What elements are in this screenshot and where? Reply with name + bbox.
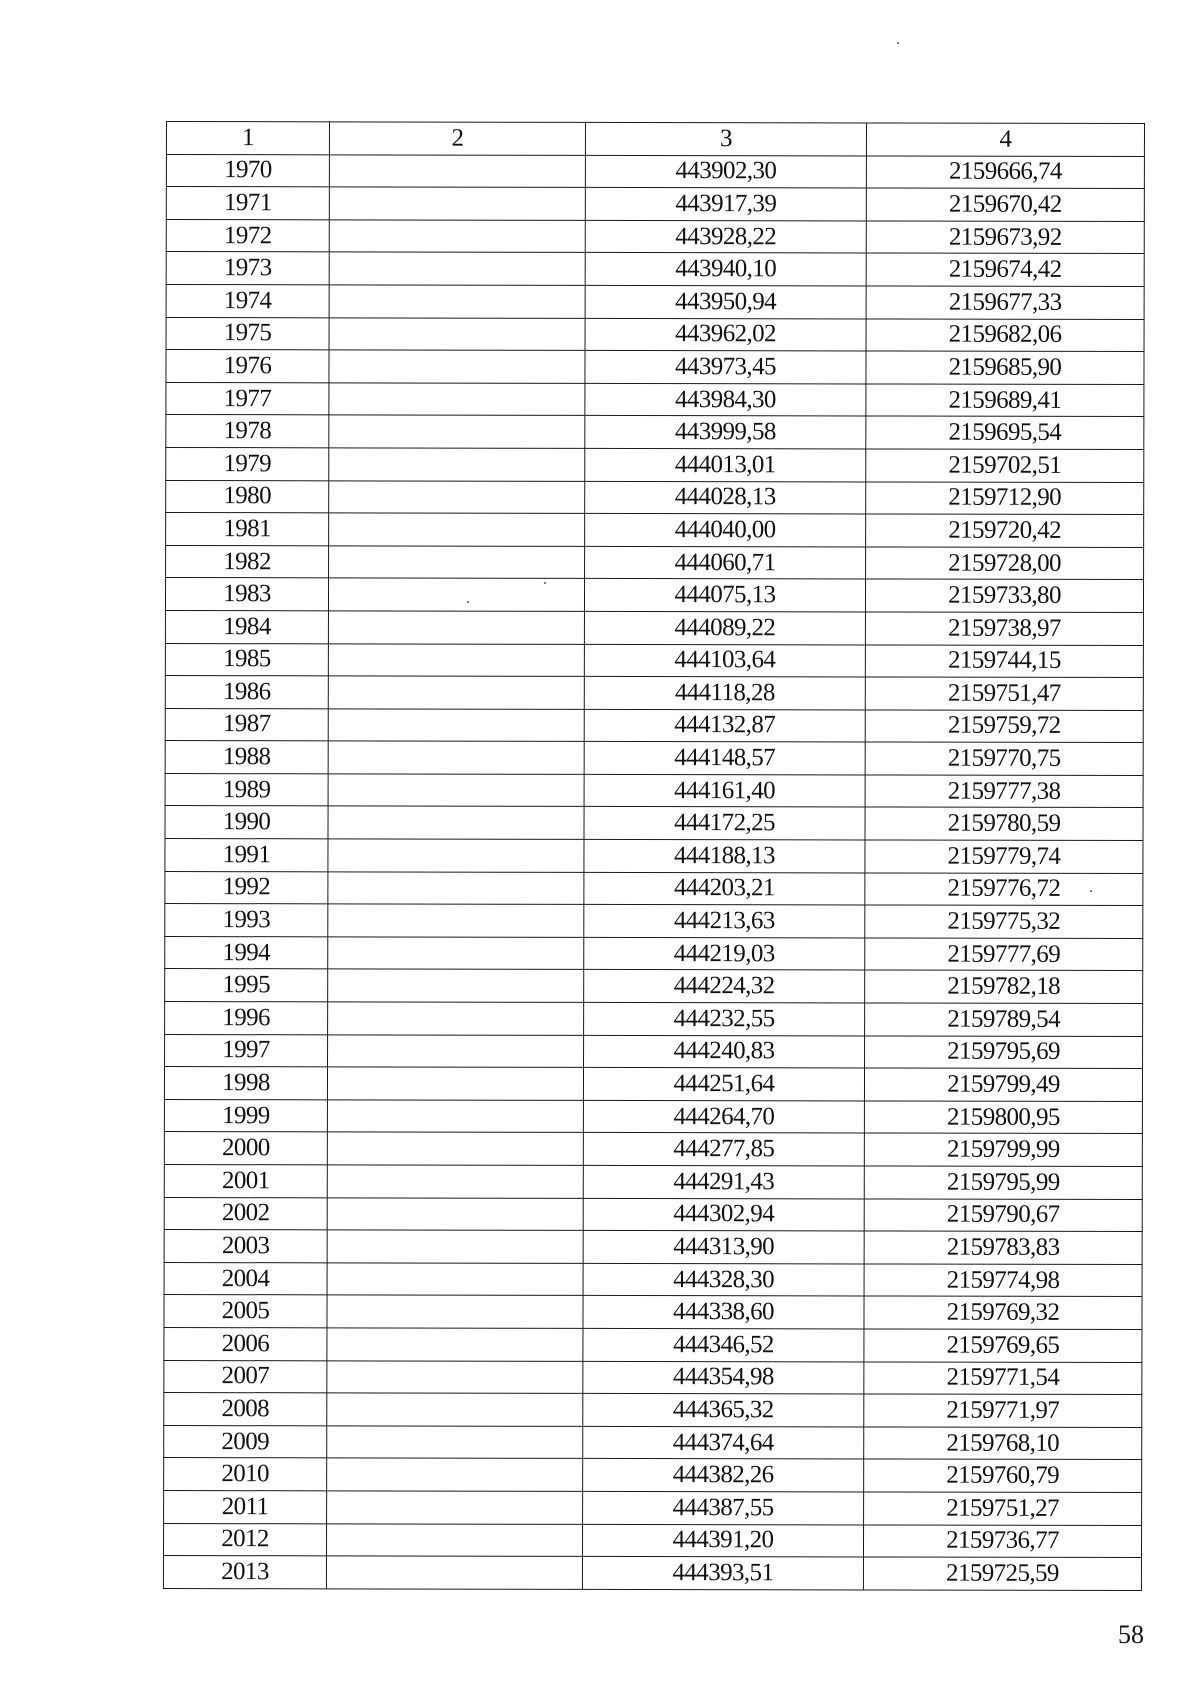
cell-coord-x: 444354,98	[583, 1361, 864, 1394]
table-row	[164, 1458, 1142, 1493]
cell-coord-x: 444103,64	[584, 644, 865, 677]
cell-year: 2004	[164, 1262, 327, 1295]
cell-year: 1973	[166, 252, 329, 285]
cell-year: 1994	[165, 936, 328, 969]
cell-coord-x: 444028,13	[585, 481, 866, 514]
table-row	[166, 415, 1144, 450]
cell-coord-y: 2159670,42	[866, 188, 1144, 221]
cell-col2	[329, 415, 585, 448]
cell-col2	[327, 1328, 583, 1361]
cell-col2	[329, 350, 585, 383]
table-row	[165, 676, 1143, 711]
cell-coord-x: 443973,45	[585, 351, 866, 384]
cell-coord-y: 2159685,90	[866, 351, 1144, 384]
cell-coord-x: 444313,90	[583, 1231, 864, 1264]
cell-col2	[329, 187, 585, 220]
table-row	[166, 382, 1144, 417]
cell-col2	[328, 871, 584, 904]
scan-speck	[544, 582, 546, 584]
table-row	[166, 545, 1144, 580]
cell-coord-y: 2159760,79	[864, 1459, 1142, 1492]
cell-coord-y: 2159800,95	[864, 1101, 1142, 1134]
cell-col2	[328, 676, 584, 709]
cell-year: 1996	[165, 1002, 328, 1035]
cell-col2	[329, 285, 585, 318]
cell-coord-x: 444251,64	[583, 1068, 864, 1101]
cell-year: 1971	[166, 187, 329, 220]
table-row	[166, 187, 1144, 222]
cell-coord-x: 443984,30	[585, 383, 866, 416]
cell-year: 1998	[164, 1067, 327, 1100]
cell-coord-x: 444075,13	[584, 579, 865, 612]
cell-coord-y: 2159725,59	[863, 1557, 1141, 1590]
cell-coord-y: 2159776,72	[865, 873, 1143, 906]
table-row	[166, 252, 1144, 287]
cell-coord-x: 444213,63	[584, 905, 865, 938]
cell-year: 1976	[166, 350, 329, 383]
cell-coord-y: 2159768,10	[864, 1427, 1142, 1460]
cell-col2	[328, 806, 584, 839]
cell-year: 1989	[165, 773, 328, 806]
cell-col2	[328, 741, 584, 774]
cell-coord-x: 443940,10	[585, 253, 866, 286]
table-row	[165, 904, 1143, 939]
table-row	[165, 1002, 1143, 1037]
cell-coord-x: 444089,22	[584, 611, 865, 644]
cell-coord-y: 2159783,83	[864, 1231, 1142, 1264]
cell-col2	[329, 317, 585, 350]
cell-col2	[329, 154, 585, 187]
cell-year: 2009	[164, 1425, 327, 1458]
cell-col2	[328, 709, 584, 742]
cell-col2	[329, 383, 585, 416]
cell-coord-x: 444291,43	[583, 1165, 864, 1198]
cell-coord-x: 444203,21	[584, 872, 865, 905]
cell-coord-y: 2159799,99	[864, 1133, 1142, 1166]
cell-coord-y: 2159682,06	[866, 319, 1144, 352]
cell-coord-x: 444365,32	[583, 1394, 864, 1427]
cell-coord-y: 2159712,90	[866, 481, 1144, 514]
table-header-row	[166, 122, 1144, 157]
cell-coord-x: 443917,39	[585, 188, 866, 221]
cell-coord-y: 2159728,00	[866, 547, 1144, 580]
cell-coord-x: 444060,71	[585, 546, 866, 579]
cell-year: 2011	[164, 1490, 327, 1523]
cell-year: 1988	[165, 741, 328, 774]
table-row	[165, 969, 1143, 1004]
cell-year: 1981	[166, 513, 329, 546]
cell-year: 2006	[164, 1327, 327, 1360]
cell-year: 1991	[165, 839, 328, 872]
cell-year: 1987	[165, 708, 328, 741]
cell-year: 1983	[165, 578, 328, 611]
cell-coord-x: 444391,20	[582, 1524, 863, 1557]
cell-col2	[327, 1295, 583, 1328]
table-row	[166, 350, 1144, 385]
table-row	[166, 284, 1144, 319]
table-row	[165, 806, 1143, 841]
cell-coord-x: 444013,01	[585, 448, 866, 481]
table-row	[166, 447, 1144, 482]
cell-col2	[327, 1393, 583, 1426]
cell-year: 1985	[165, 643, 328, 676]
cell-coord-x: 443999,58	[585, 416, 866, 449]
cell-year: 1980	[166, 480, 329, 513]
table-row	[165, 839, 1143, 874]
table-row	[164, 1067, 1142, 1102]
cell-coord-x: 444040,00	[585, 514, 866, 547]
cell-coord-x: 443950,94	[585, 285, 866, 318]
cell-year: 1984	[165, 610, 328, 643]
table-row	[164, 1490, 1142, 1525]
cell-col2	[329, 252, 585, 285]
cell-coord-x: 444232,55	[584, 1002, 865, 1035]
cell-year: 1993	[165, 904, 328, 937]
table-row	[166, 513, 1144, 548]
cell-col2	[328, 1002, 584, 1035]
cell-year: 2000	[164, 1132, 327, 1165]
cell-year: 2007	[164, 1360, 327, 1393]
cell-col2	[329, 448, 585, 481]
cell-coord-x: 444302,94	[583, 1198, 864, 1231]
cell-col2	[329, 480, 585, 513]
cell-year: 1995	[165, 969, 328, 1002]
cell-coord-y: 2159702,51	[866, 449, 1144, 482]
table-row	[166, 219, 1144, 254]
cell-year: 2008	[164, 1393, 327, 1426]
table-row	[165, 708, 1143, 743]
cell-year: 2010	[164, 1458, 327, 1491]
cell-coord-x: 443962,02	[585, 318, 866, 351]
cell-col2	[327, 1360, 583, 1393]
cell-coord-x: 444374,64	[583, 1426, 864, 1459]
cell-coord-y: 2159799,49	[864, 1068, 1142, 1101]
cell-year: 1972	[166, 219, 329, 252]
cell-coord-y: 2159695,54	[866, 416, 1144, 449]
cell-coord-x: 444161,40	[584, 774, 865, 807]
cell-coord-y: 2159775,32	[865, 905, 1143, 938]
cell-coord-y: 2159777,38	[865, 775, 1143, 808]
cell-col2	[327, 1067, 583, 1100]
table-row	[164, 1360, 1142, 1395]
cell-coord-y: 2159666,74	[866, 156, 1144, 189]
cell-year: 2001	[164, 1164, 327, 1197]
cell-year: 2003	[164, 1230, 327, 1263]
scan-speck	[1090, 890, 1092, 892]
table-row	[164, 1425, 1142, 1460]
cell-year: 1975	[166, 317, 329, 350]
cell-coord-y: 2159677,33	[866, 286, 1144, 319]
cell-col2	[327, 1165, 583, 1198]
table-row	[164, 1327, 1142, 1362]
table-row	[165, 643, 1143, 678]
cell-col2	[327, 1263, 583, 1296]
cell-coord-y: 2159782,18	[865, 970, 1143, 1003]
cell-col2	[328, 1034, 584, 1067]
cell-coord-y: 2159777,69	[865, 938, 1143, 971]
table-row	[165, 773, 1143, 808]
table-row	[165, 741, 1143, 776]
cell-coord-y: 2159674,42	[866, 253, 1144, 286]
cell-coord-y: 2159790,67	[864, 1199, 1142, 1232]
table-row	[165, 610, 1143, 645]
cell-coord-x: 444346,52	[583, 1328, 864, 1361]
cell-coord-x: 444393,51	[582, 1557, 863, 1590]
cell-coord-x: 443928,22	[585, 220, 866, 253]
cell-col2	[329, 220, 585, 253]
table-row	[164, 1393, 1142, 1428]
column-header-1: 1	[166, 122, 329, 155]
cell-coord-x: 444240,83	[584, 1035, 865, 1068]
cell-col2	[327, 1458, 583, 1491]
cell-col2	[329, 546, 585, 579]
cell-col2	[328, 969, 584, 1002]
cell-col2	[328, 937, 584, 970]
cell-col2	[329, 513, 585, 546]
table-row	[164, 1099, 1142, 1134]
cell-coord-x: 444277,85	[583, 1133, 864, 1166]
cell-col2	[328, 611, 584, 644]
cell-coord-y: 2159751,47	[865, 677, 1143, 710]
table-row	[163, 1556, 1141, 1591]
cell-coord-x: 444338,60	[583, 1296, 864, 1329]
cell-coord-x: 444387,55	[583, 1491, 864, 1524]
cell-col2	[327, 1426, 583, 1459]
cell-coord-y: 2159744,15	[865, 644, 1143, 677]
cell-col2	[327, 1132, 583, 1165]
cell-coord-x: 444132,87	[584, 709, 865, 742]
column-header-2: 2	[329, 122, 585, 155]
cell-col2	[327, 1100, 583, 1133]
cell-year: 2012	[163, 1523, 326, 1556]
cell-year: 1986	[165, 676, 328, 709]
table-row	[166, 480, 1144, 515]
cell-year: 1970	[166, 154, 329, 187]
cell-coord-x: 444118,28	[584, 676, 865, 709]
table-row	[166, 154, 1144, 189]
cell-coord-y: 2159769,32	[864, 1296, 1142, 1329]
cell-coord-x: 444172,25	[584, 807, 865, 840]
cell-coord-x: 444188,13	[584, 839, 865, 872]
cell-coord-y: 2159736,77	[863, 1524, 1141, 1557]
cell-col2	[328, 904, 584, 937]
cell-coord-y: 2159779,74	[865, 840, 1143, 873]
cell-year: 1997	[165, 1034, 328, 1067]
table-row	[165, 936, 1143, 971]
cell-coord-y: 2159689,41	[866, 384, 1144, 417]
table-row	[164, 1262, 1142, 1297]
cell-coord-x: 443902,30	[585, 155, 866, 188]
cell-coord-y: 2159780,59	[865, 807, 1143, 840]
cell-coord-y: 2159673,92	[866, 221, 1144, 254]
cell-year: 1990	[165, 806, 328, 839]
cell-coord-y: 2159738,97	[865, 612, 1143, 645]
cell-year: 1992	[165, 871, 328, 904]
cell-col2	[327, 1230, 583, 1263]
cell-col2	[327, 1197, 583, 1230]
cell-coord-x: 444219,03	[584, 937, 865, 970]
cell-coord-y: 2159770,75	[865, 742, 1143, 775]
cell-coord-y: 2159751,27	[864, 1492, 1142, 1525]
cell-col2	[327, 1491, 583, 1524]
page-number: 58	[1118, 1620, 1144, 1649]
cell-coord-y: 2159795,69	[865, 1036, 1143, 1069]
cell-year: 1977	[166, 382, 329, 415]
cell-year: 2002	[164, 1197, 327, 1230]
table-body	[163, 154, 1144, 1590]
cell-coord-x: 444148,57	[584, 742, 865, 775]
cell-coord-y: 2159774,98	[864, 1264, 1142, 1297]
table-row	[164, 1132, 1142, 1167]
cell-coord-x: 444328,30	[583, 1263, 864, 1296]
cell-coord-y: 2159771,97	[864, 1394, 1142, 1427]
cell-coord-y: 2159720,42	[866, 514, 1144, 547]
table-row	[165, 578, 1143, 613]
cell-year: 1999	[164, 1099, 327, 1132]
cell-year: 1974	[166, 284, 329, 317]
cell-col2	[326, 1556, 582, 1589]
cell-year: 2005	[164, 1295, 327, 1328]
cell-col2	[328, 774, 584, 807]
table-row	[164, 1295, 1142, 1330]
cell-col2	[328, 839, 584, 872]
table-row	[165, 1034, 1143, 1069]
cell-coord-y: 2159771,54	[864, 1362, 1142, 1395]
cell-coord-y: 2159795,99	[864, 1166, 1142, 1199]
cell-coord-y: 2159789,54	[865, 1003, 1143, 1036]
cell-col2	[328, 643, 584, 676]
cell-col2	[326, 1523, 582, 1556]
table-row	[164, 1197, 1142, 1232]
cell-col2	[328, 578, 584, 611]
cell-coord-x: 444264,70	[583, 1100, 864, 1133]
cell-coord-x: 444382,26	[583, 1459, 864, 1492]
table-row	[166, 317, 1144, 352]
table-row	[164, 1230, 1142, 1265]
cell-coord-y: 2159733,80	[865, 579, 1143, 612]
cell-year: 1978	[166, 415, 329, 448]
scan-speck	[897, 42, 899, 44]
coordinates-table	[163, 121, 1145, 1591]
column-header-4: 4	[866, 123, 1144, 156]
table-row	[165, 871, 1143, 906]
table-row	[164, 1164, 1142, 1199]
cell-year: 1982	[166, 545, 329, 578]
cell-year: 2013	[163, 1556, 326, 1589]
cell-year: 1979	[166, 447, 329, 480]
cell-coord-y: 2159769,65	[864, 1329, 1142, 1362]
cell-coord-x: 444224,32	[584, 970, 865, 1003]
column-header-3: 3	[585, 122, 866, 155]
table-row	[163, 1523, 1141, 1558]
cell-coord-y: 2159759,72	[865, 710, 1143, 743]
scan-speck	[467, 601, 469, 603]
